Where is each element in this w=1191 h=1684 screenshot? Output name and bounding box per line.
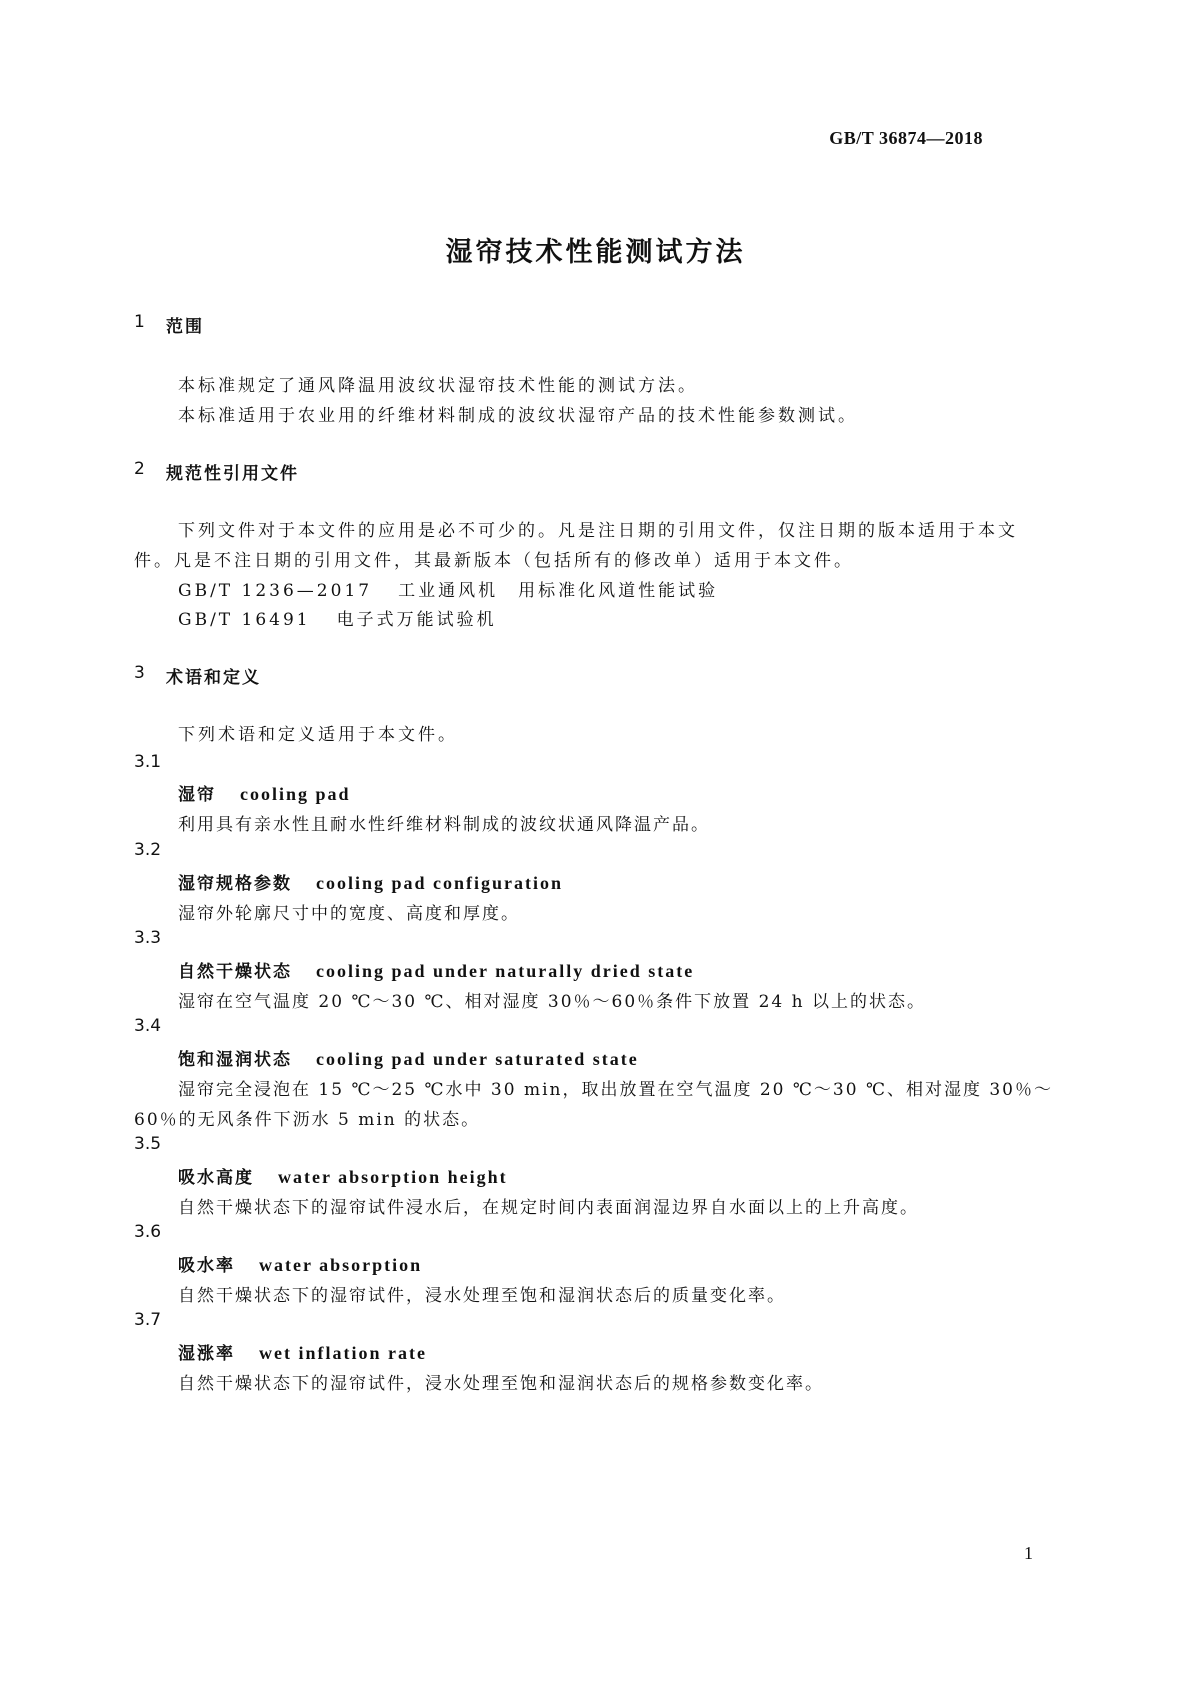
reference-item [178, 576, 718, 601]
section-number: 2 [134, 459, 145, 479]
term-heading [178, 780, 351, 805]
term-heading [178, 957, 694, 982]
term-chinese: 自然干燥状态 [178, 962, 292, 982]
section-title: 规范性引用文件 [166, 464, 299, 484]
section-title: 术语和定义 [166, 668, 261, 688]
paragraph: 下列文件对于本文件的应用是必不可少的。凡是注日期的引用文件，仅注日期的版本适用于本文 [178, 521, 1018, 541]
term-english: water absorption [259, 1255, 423, 1275]
term-definition: 湿帘外轮廓尺寸中的宽度、高度和厚度。 [178, 904, 520, 924]
paragraph: 本标准规定了通风降温用波纹状湿帘技术性能的测试方法。 [178, 376, 698, 396]
term-chinese: 饱和湿润状态 [178, 1050, 292, 1070]
reference-title: 工业通风机 用标准化风道性能试验 [398, 581, 719, 601]
term-number: 3.1 [134, 752, 162, 772]
term-definition: 湿帘在空气温度 20 ℃～30 ℃、相对湿度 30％～60％条件下放置 24 h 以上的状态。 [178, 992, 926, 1012]
paragraph: 本标准适用于农业用的纤维材料制成的波纹状湿帘产品的技术性能参数测试。 [178, 406, 858, 426]
term-number: 3.2 [134, 840, 162, 860]
term-number: 3.7 [134, 1310, 162, 1330]
paragraph: 件。凡是不注日期的引用文件，其最新版本（包括所有的修改单）适用于本文件。 [134, 551, 854, 571]
section-number: 3 [134, 663, 145, 683]
reference-title: 电子式万能试验机 [336, 610, 497, 630]
standard-number: GB/T 36874—2018 [829, 128, 983, 148]
term-english: cooling pad under naturally dried state [316, 961, 695, 981]
term-english: cooling pad under saturated state [316, 1049, 639, 1069]
term-heading [178, 1251, 422, 1276]
reference-code: GB/T 1236—2017 [178, 581, 373, 601]
term-definition: 湿帘完全浸泡在 15 ℃～25 ℃水中 30 min，取出放置在空气温度 20 ℃～30 ℃、相对湿度 30％～ [178, 1080, 1053, 1100]
term-chinese: 湿涨率 [178, 1344, 235, 1364]
section-title: 范围 [166, 317, 204, 337]
paragraph: 下列术语和定义适用于本文件。 [178, 725, 458, 745]
term-heading [178, 1339, 427, 1364]
term-number: 3.5 [134, 1134, 162, 1154]
section-number: 1 [134, 312, 145, 332]
term-number: 3.3 [134, 928, 162, 948]
term-chinese: 湿帘规格参数 [178, 874, 292, 894]
term-number: 3.4 [134, 1016, 162, 1036]
reference-code: GB/T 16491 [178, 610, 311, 630]
term-definition: 自然干燥状态下的湿帘试件，浸水处理至饱和湿润状态后的质量变化率。 [178, 1286, 786, 1306]
page-number: 1 [1024, 1543, 1033, 1563]
term-definition: 自然干燥状态下的湿帘试件，浸水处理至饱和湿润状态后的规格参数变化率。 [178, 1374, 824, 1394]
term-english: cooling pad configuration [316, 873, 564, 893]
term-definition-continued: 60％的无风条件下沥水 5 min 的状态。 [134, 1110, 481, 1130]
term-number: 3.6 [134, 1222, 162, 1242]
term-heading [178, 869, 563, 894]
term-english: cooling pad [240, 784, 351, 804]
term-chinese: 吸水高度 [178, 1168, 254, 1188]
document-title: 湿帘技术性能测试方法 [445, 237, 746, 268]
term-definition: 自然干燥状态下的湿帘试件浸水后，在规定时间内表面润湿边界自水面以上的上升高度。 [178, 1198, 919, 1218]
term-chinese: 吸水率 [178, 1256, 235, 1276]
term-heading [178, 1163, 508, 1188]
term-chinese: 湿帘 [178, 785, 216, 805]
term-english: wet inflation rate [259, 1343, 427, 1363]
term-heading [178, 1045, 639, 1070]
term-english: water absorption height [278, 1167, 508, 1187]
term-definition: 利用具有亲水性且耐水性纤维材料制成的波纹状通风降温产品。 [178, 815, 710, 835]
reference-item [178, 605, 497, 630]
